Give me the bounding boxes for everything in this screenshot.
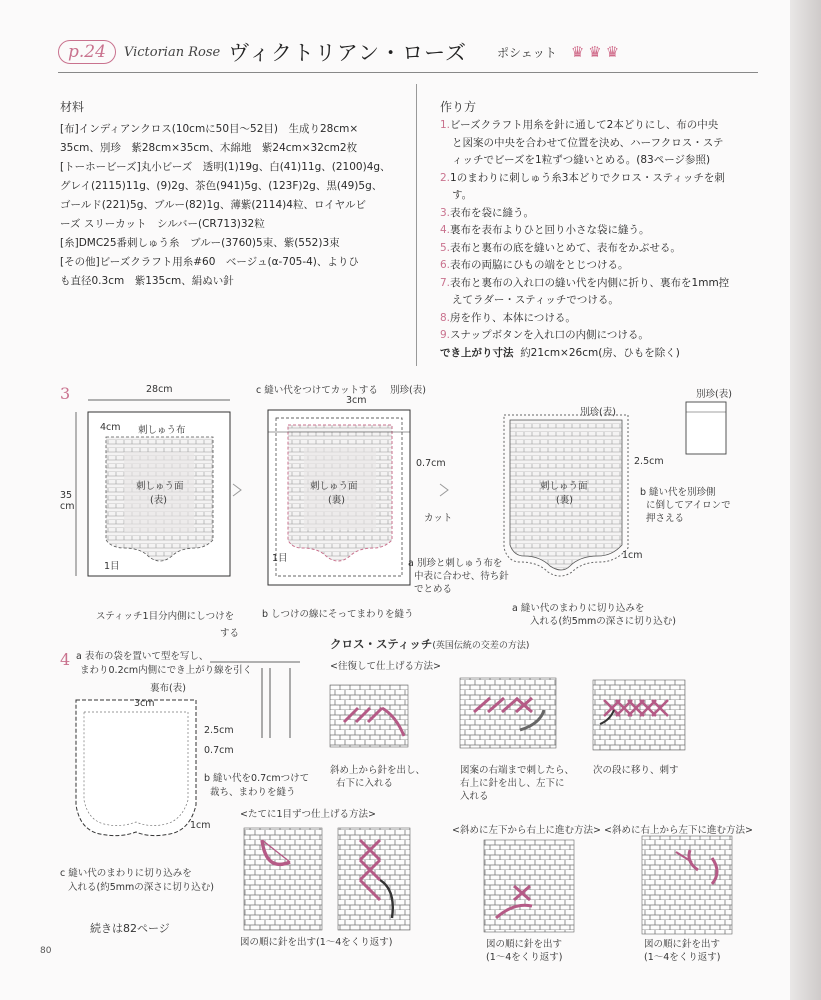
- face-label-3: 刺しゅう面: [540, 481, 588, 492]
- trace-note-2: まわり0.2cm内側にでき上がり線を引く: [80, 665, 253, 676]
- method-step: えてラダー・スティッチでつける。: [452, 294, 619, 306]
- method-step: 8.房を作り、本体につける。: [440, 311, 576, 324]
- trace-note-1: a 表布の袋を置いて型を写し、: [76, 651, 209, 662]
- clip-note-4a: c 縫い代のまわりに切り込みを: [60, 868, 192, 879]
- caption-6a: 図の順に針を出す: [644, 939, 721, 950]
- caption-2c: 入れる: [460, 791, 489, 802]
- finish-value: 約21cm×26cm(房、ひもを除く): [520, 347, 680, 359]
- caption-5b: (1～4をくり返す): [486, 952, 563, 963]
- dim-1cm: 1cm: [622, 550, 643, 561]
- method-step: 3.表布を袋に縫う。: [440, 206, 535, 219]
- seam-note-2: 裁ち、まわりを縫う: [210, 787, 296, 798]
- caption-2a: 図案の右端まで刺したら、: [460, 765, 575, 776]
- materials-line: [糸]DMC25番刺しゅう糸 ブルー(3760)5束、紫(552)3束: [60, 237, 340, 249]
- caption-1b: 右下に入れる: [336, 778, 394, 789]
- clip-note-1: a 縫い代のまわりに切り込みを: [512, 603, 645, 614]
- page-badge: p.24: [58, 40, 116, 64]
- method-step: ィッチでビーズを1粒ずつ縫いとめる。(83ページ参照): [452, 154, 711, 166]
- caption-4: 図の順に針を出す(1～4をくり返す): [240, 937, 393, 948]
- materials-line: [その他]ビーズクラフト用糸#60 ベージュ(α-705-4)、よりひ: [60, 256, 359, 268]
- method-step: す。: [452, 189, 473, 201]
- materials-line: ゴールド(221)5g、ブルー(82)1g、薄紫(2114)4粒、ロイヤルビ: [60, 199, 367, 211]
- dim-1cm-4: 1cm: [190, 820, 211, 831]
- materials-line: 35cm、別珍 紫28cm×35cm、木綿地 紫24cm×32cm2枚: [60, 142, 358, 154]
- basting-note-end: する: [220, 628, 240, 639]
- seam-note-1: b 縫い代を0.7cmつけて: [204, 773, 310, 784]
- cross-stitch-title: クロス・スティッチ(英国伝統の交差の方法): [330, 637, 530, 651]
- method-step: と図案の中央を合わせて位置を決め、ハーフクロス・ステ: [452, 136, 724, 149]
- method-step: 1.ビーズクラフト用糸を針に通して2本どりにし、布の中央: [440, 119, 719, 131]
- caption-1a: 斜め上から針を出し、: [330, 765, 426, 776]
- dim-3cm: 3cm: [346, 395, 367, 406]
- fold-note-2: に倒してアイロンで: [646, 500, 731, 511]
- materials-line: も直径0.3cm 紫135cm、絹ぬい針: [60, 275, 234, 287]
- velvet-label-1: 別珍(表): [390, 385, 426, 396]
- method-diagonal-up: <斜めに左下から右上に進む方法>: [452, 825, 601, 836]
- step-4-number: 4: [60, 650, 71, 669]
- margin-label: 4cm: [100, 422, 121, 433]
- clip-note-2: 入れる(約5mmの深さに切り込む): [530, 616, 676, 627]
- face-label-2: 刺しゅう面: [310, 481, 358, 492]
- pin-note-2: 中表に合わせ、待ち針: [414, 571, 509, 582]
- face-side-2: (裏): [328, 495, 345, 506]
- fold-note-3: 押さえる: [646, 513, 685, 524]
- velvet-label-3: 別珍(表): [696, 389, 732, 400]
- dim-2-5cm-4: 2.5cm: [204, 725, 234, 736]
- dim-0-7cm-4: 0.7cm: [204, 745, 234, 756]
- caption-6b: (1～4をくり返す): [644, 952, 721, 963]
- dim-3cm-4: 3cm: [134, 698, 155, 709]
- page-subtitle: ポシェット: [497, 45, 557, 60]
- face-label-1: 刺しゅう面: [136, 481, 184, 492]
- method-diagonal-down: <斜めに右上から左下に進む方法>: [604, 825, 753, 836]
- materials-line: [布]インディアンクロス(10cmに50目～52目) 生成り28cm×: [60, 123, 359, 135]
- caption-2b: 右上に針を出し、左下に: [460, 778, 565, 789]
- title-english: Victorian Rose: [123, 44, 221, 60]
- row-label-1: 1目: [104, 561, 120, 572]
- method-heading: 作り方: [440, 100, 477, 114]
- face-side-3: (裏): [556, 495, 573, 506]
- continued-note: 続きは82ページ: [90, 922, 170, 935]
- materials-line: ーズ スリーカット シルバー(CR713)32粒: [60, 218, 265, 230]
- cut-label: カット: [424, 513, 453, 524]
- cloth-label: 刺しゅう布: [138, 425, 186, 436]
- dim-2-5cm: 2.5cm: [634, 456, 664, 467]
- method-step: 6.表布の両脇にひもの端をとじつける。: [440, 259, 629, 271]
- materials-line: [トーホービーズ]丸小ビーズ 透明(1)19g、白(41)11g、(2100)4g、: [60, 161, 391, 173]
- pin-note-1: a 別珍と刺しゅう布を: [408, 558, 503, 569]
- method-vertical: <たてに1目ずつ仕上げる方法>: [240, 809, 376, 820]
- step-3-number: 3: [60, 384, 71, 403]
- row-label-2: 1目: [272, 553, 288, 564]
- method-back-forth: <往復して仕上げる方法>: [330, 661, 441, 672]
- method-step: 2.1のまわりに刺しゅう糸3本どりでクロス・スティッチを刺: [440, 171, 725, 184]
- pin-note-3: でとめる: [414, 584, 453, 595]
- caption-5a: 図の順に針を出す: [486, 939, 563, 950]
- dim-0-7cm: 0.7cm: [416, 458, 446, 469]
- materials-line: グレイ(2115)11g、(9)2g、茶色(941)5g、(123F)2g、黒(49)5g、: [60, 180, 383, 192]
- sew-note: b しつけの線にそってまわりを縫う: [262, 609, 414, 620]
- fold-note-1: b 縫い代を別珍側: [640, 487, 716, 498]
- method-step: 4.裏布を表布よりひと回り小さな袋に縫う。: [440, 224, 650, 236]
- method-step: 5.表布と裏布の底を縫いとめて、表布をかぶせる。: [440, 241, 681, 254]
- cut-note: c 縫い代をつけてカットする: [256, 385, 378, 396]
- clip-note-4b: 入れる(約5mmの深さに切り込む): [68, 882, 214, 893]
- velvet-label-2: 別珍(表): [580, 407, 616, 418]
- basting-note: スティッチ1目分内側にしつけを: [96, 611, 235, 622]
- method-step: 7.表布と裏布の入れ口の縫い代を内側に折り、裏布を1mm控: [440, 276, 730, 289]
- height-label: 35 cm: [60, 490, 75, 512]
- caption-3: 次の段に移り、刺す: [593, 765, 679, 776]
- finish-label: でき上がり寸法: [440, 347, 514, 359]
- crown-icon: ♛♛♛: [570, 43, 624, 61]
- width-label: 28cm: [146, 384, 173, 395]
- method-step: 9.スナップボタンを入れ口の内側につける。: [440, 329, 649, 341]
- materials-heading: 材料: [60, 100, 85, 114]
- page-title: ヴィクトリアン・ローズ: [228, 41, 468, 65]
- face-side-1: (表): [150, 495, 167, 506]
- lining-label: 裏布(表): [150, 683, 186, 694]
- page-number: 80: [40, 946, 52, 956]
